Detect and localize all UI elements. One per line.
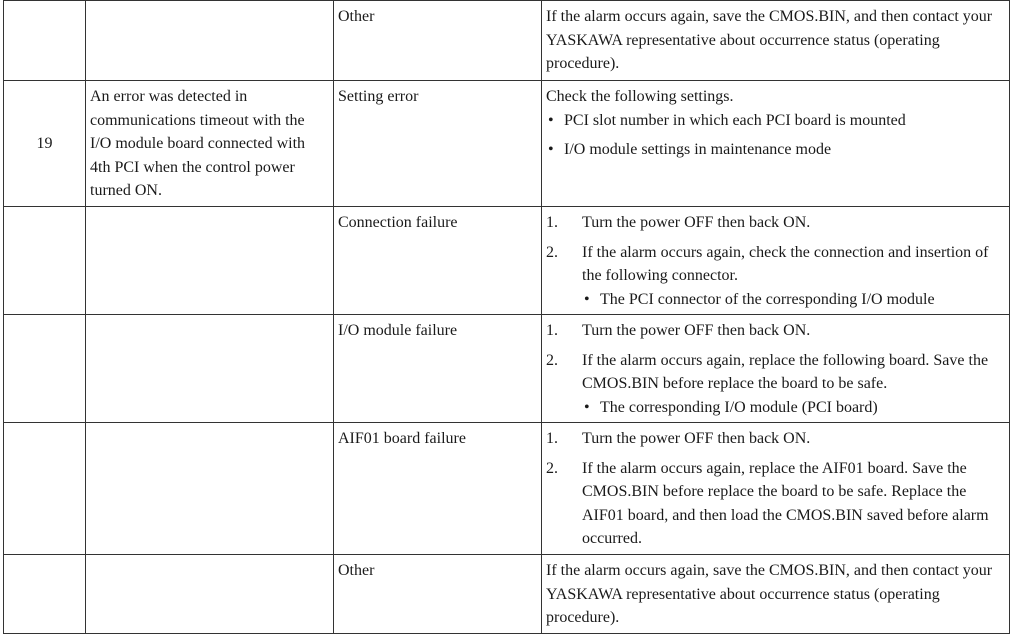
remedy-cell — [542, 315, 1010, 423]
alarm-number-cell: 19 — [4, 81, 86, 207]
remedy-text: If the alarm occurs again, save the CMOS.BIN, and then contact your YASKAWA representative about occurrence status (operating procedure). — [546, 562, 993, 626]
table-row — [4, 1, 1010, 81]
bullet-icon: • — [584, 398, 590, 416]
step-item: 1. Turn the power OFF then back ON. — [546, 322, 811, 339]
step-item: 2. If the alarm occurs again, replace the following board. Save the CMOS.BIN before replace the board to be safe. — [546, 351, 989, 392]
remedy-intro: Check the following settings. — [546, 88, 734, 105]
description-cell — [86, 1, 334, 81]
bullet-icon: • — [548, 111, 554, 129]
description-cell: An error was detected in communications timeout with the I/O module board connected with 4th PCI when the control power turned ON. — [86, 81, 334, 207]
cause-cell: Other — [334, 1, 542, 81]
list-item: • The corresponding I/O module (PCI board) — [582, 396, 1005, 420]
cause-cell: Other — [334, 555, 542, 634]
alarm-remedy-table — [3, 0, 1010, 634]
alarm-number-cell — [4, 315, 86, 423]
table-row — [4, 315, 1010, 423]
table-row — [4, 423, 1010, 555]
table-row — [4, 207, 1010, 315]
table-row — [4, 81, 1010, 207]
bullet-icon: • — [584, 290, 590, 308]
alarm-number-cell — [4, 555, 86, 634]
remedy-cell — [542, 423, 1010, 555]
cause-cell: Setting error — [334, 81, 542, 207]
cause-cell: AIF01 board failure — [334, 423, 542, 555]
step-item: 1. Turn the power OFF then back ON. — [546, 430, 811, 447]
alarm-number-cell — [4, 423, 86, 555]
step-item: 2. If the alarm occurs again, check the connection and insertion of the following connector. — [546, 243, 989, 284]
alarm-number-cell — [4, 1, 86, 81]
description-cell — [86, 555, 334, 634]
description-cell — [86, 423, 334, 555]
remedy-cell — [542, 1, 1010, 81]
step-item: 2. If the alarm occurs again, replace the AIF01 board. Save the CMOS.BIN before replace the board to be safe. Replace the AIF01 board, and then load the CMOS.BIN saved before alarm occurred. — [546, 459, 989, 547]
list-item: • I/O module settings in maintenance mode — [546, 138, 1005, 162]
description-cell — [86, 315, 334, 423]
step-item: 1. Turn the power OFF then back ON. — [546, 214, 811, 231]
alarm-number-cell — [4, 207, 86, 315]
list-item: • The PCI connector of the corresponding I/O module — [582, 288, 1005, 312]
cause-cell: Connection failure — [334, 207, 542, 315]
remedy-cell — [542, 81, 1010, 207]
table-row — [4, 555, 1010, 634]
remedy-text: If the alarm occurs again, save the CMOS.BIN, and then contact your YASKAWA representative about occurrence status (operating procedure). — [546, 8, 993, 72]
cause-cell: I/O module failure — [334, 315, 542, 423]
remedy-cell — [542, 555, 1010, 634]
list-item: • PCI slot number in which each PCI board is mounted — [546, 109, 1005, 133]
description-cell — [86, 207, 334, 315]
bullet-icon: • — [548, 141, 554, 158]
remedy-cell — [542, 207, 1010, 315]
